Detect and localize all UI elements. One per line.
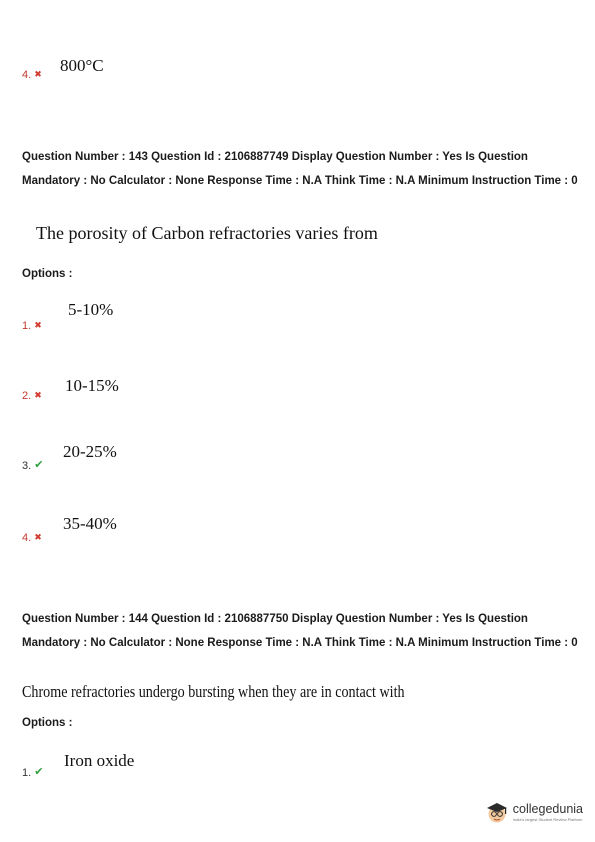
collegedunia-logo bbox=[484, 799, 583, 825]
question-text: The porosity of Carbon refractories varies from bbox=[36, 223, 378, 243]
question-meta: Question Number : 144 Question Id : 2106887750 Display Question Number : Yes Is Question Mandatory : No Calculator : None Response Time : N.A Think Time : N.A Minimum Instruction Time : 0 bbox=[22, 613, 578, 649]
option-text: 10-15% bbox=[65, 376, 119, 395]
question-text: Chrome refractories undergo bursting when they are in contact with bbox=[22, 682, 405, 701]
option-number bbox=[22, 69, 42, 81]
option-text: 800°C bbox=[60, 56, 104, 75]
options-label: Options : bbox=[22, 268, 73, 280]
option-text: 20-25% bbox=[63, 442, 117, 461]
option-text: 5-10% bbox=[68, 300, 114, 319]
wrong-mark-icon: ✖ bbox=[34, 320, 42, 330]
option-number-label: 1. bbox=[22, 320, 32, 332]
correct-mark-icon: ✔ bbox=[34, 766, 44, 778]
correct-mark-icon: ✔ bbox=[34, 459, 44, 471]
option-number-label: 2. bbox=[22, 390, 32, 402]
wrong-mark-icon: ✖ bbox=[34, 69, 42, 79]
question-meta: Question Number : 143 Question Id : 2106887749 Display Question Number : Yes Is Question Mandatory : No Calculator : None Response Time : N.A Think Time : N.A Minimum Instruction Time : 0 bbox=[22, 151, 578, 187]
option-number bbox=[22, 458, 43, 472]
option-number-label: 1. bbox=[22, 767, 32, 779]
option-number bbox=[22, 532, 42, 544]
logo-name: collegedunia bbox=[512, 802, 583, 816]
option-number-label: 4. bbox=[22, 532, 32, 544]
option-number bbox=[22, 765, 43, 779]
wrong-mark-icon: ✖ bbox=[34, 390, 42, 400]
wrong-mark-icon: ✖ bbox=[34, 532, 42, 542]
option-text: 35-40% bbox=[63, 514, 117, 533]
logo-tagline: India's largest Student Review Platform bbox=[512, 817, 583, 822]
logo-text bbox=[513, 802, 583, 822]
options-label: Options : bbox=[22, 717, 73, 729]
option-number-label: 4. bbox=[22, 69, 32, 81]
option-number-label: 3. bbox=[22, 460, 32, 472]
option-number bbox=[22, 390, 42, 402]
option-text: Iron oxide bbox=[64, 751, 135, 770]
option-number bbox=[22, 320, 42, 332]
student-avatar-icon bbox=[484, 799, 510, 825]
